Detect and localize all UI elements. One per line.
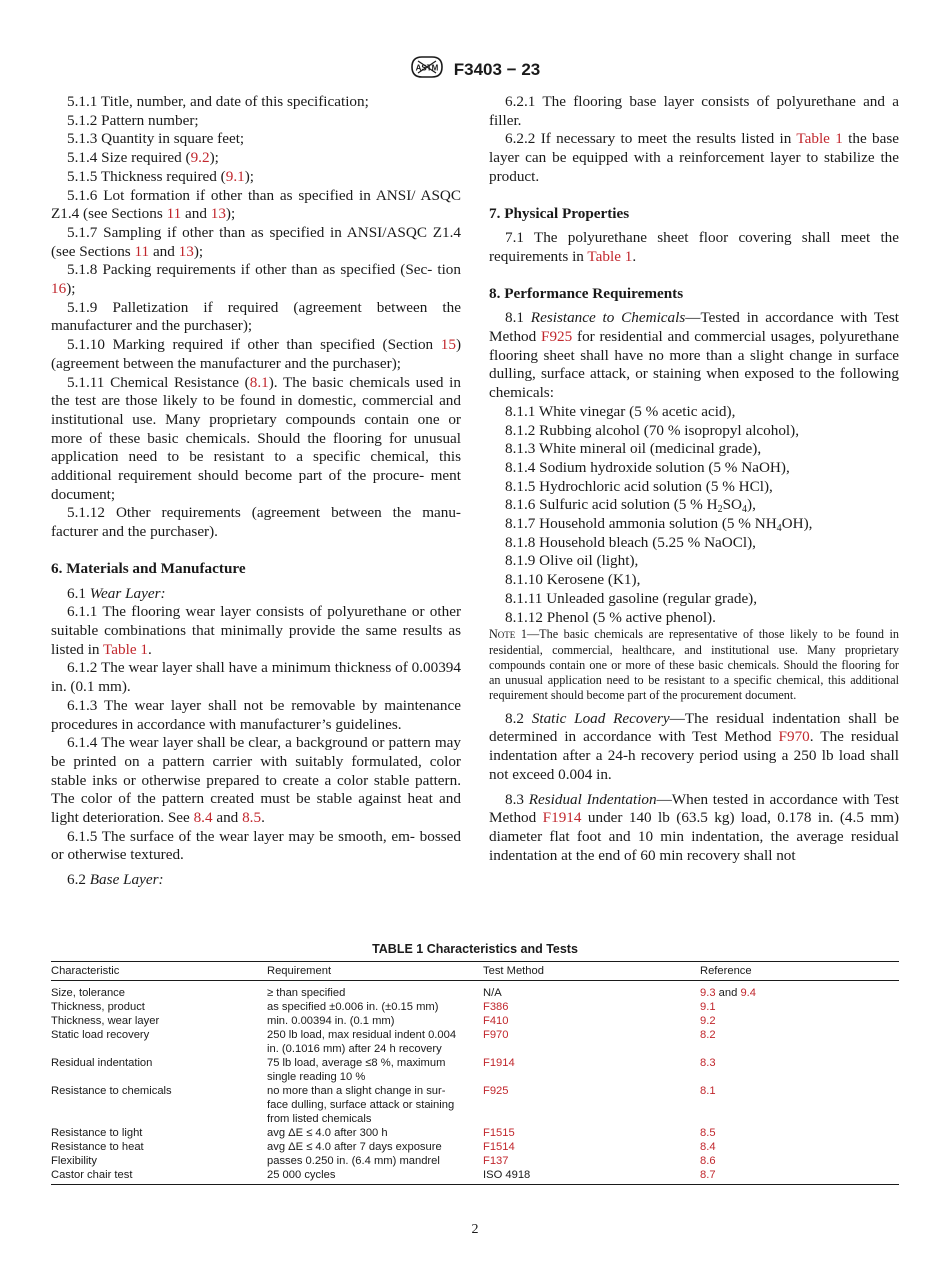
cell-requirement xyxy=(267,1056,483,1084)
clause-6-2-2: 6.2.2 If necessary to meet the results listed in Table 1 the base layer can be equipped with a reinforcement layer to stabilize the product. xyxy=(489,130,900,185)
table-row xyxy=(51,1084,899,1126)
reference-link[interactable]: 9.3 xyxy=(700,987,716,999)
xref-table-1[interactable]: Table 1 xyxy=(103,640,148,658)
characteristics-table xyxy=(51,961,899,1185)
xref-f925[interactable]: F925 xyxy=(541,328,573,346)
cell-requirement xyxy=(267,1084,483,1126)
cell-characteristic: Static load recovery xyxy=(51,1029,150,1041)
reference-link[interactable]: 8.2 xyxy=(700,1029,716,1041)
clause-8-1-2: 8.1.2 Rubbing alcohol (70 % isopropyl alcohol), xyxy=(505,421,800,439)
xref-table-1[interactable]: Table 1 xyxy=(796,130,843,148)
reference-link[interactable]: 9.2 xyxy=(700,1015,716,1027)
section-8-heading: 8. Performance Requirements xyxy=(489,284,684,302)
clause-5-1-7: 5.1.7 Sampling if other than as specified in ANSI/ASQC Z1.4 (see Sections 11 and 13); xyxy=(51,223,461,260)
reference-link[interactable]: 9.1 xyxy=(700,1001,716,1013)
requirement-line: min. 0.00394 in. (0.1 mm) xyxy=(267,1015,395,1027)
column-header: Reference xyxy=(700,962,899,981)
reference-link[interactable]: 8.1 xyxy=(700,1085,716,1097)
xref-section-15[interactable]: 15 xyxy=(440,336,456,354)
clause-8-1: 8.1 Resistance to Chemicals—Tested in accordance with Test Method F925 for residential and commercial usages, polyurethane flooring sheet shall have no more than a slight change in surface dulling, surface attack, or staining when exposed to the following chemicals: xyxy=(489,309,899,402)
requirement-line: as specified ±0.006 in. (±0.15 mm) xyxy=(267,1001,439,1013)
clause-5-1-12: 5.1.12 Other requirements (agreement between the manu- facturer and the purchaser). xyxy=(51,504,461,541)
cell-characteristic: Thickness, product xyxy=(51,1001,145,1013)
reference-link[interactable]: 9.4 xyxy=(740,987,757,999)
clause-8-3: 8.3 Residual Indentation—When tested in accordance with Test Method F1914 under 140 lb (63.5 kg) load, 0.178 in. (4.5 mm) diameter flat foot and 10 min indentation, the average residual indentation at the end of 60 min recovery shall not xyxy=(489,790,900,864)
column-header: Requirement xyxy=(267,962,483,981)
page-header xyxy=(0,55,950,84)
xref-f1914[interactable]: F1914 xyxy=(542,809,582,827)
clause-6-2: 6.2 Base Layer: xyxy=(67,871,164,889)
xref-table-1[interactable]: Table 1 xyxy=(587,247,633,265)
clause-8-1-7: 8.1.7 Household ammonia solution (5 % $NH_4OH$), xyxy=(505,515,813,535)
cell-characteristic: Resistance to light xyxy=(51,1127,143,1139)
table-row xyxy=(51,1154,899,1168)
xref-9-1[interactable]: 9.1 xyxy=(225,167,245,185)
clause-8-1-3: 8.1.3 White mineral oil (medicinal grade), xyxy=(505,440,762,458)
clause-8-1-8: 8.1.8 Household bleach (5.25 % NaOCl), xyxy=(505,533,756,551)
clause-5-1-4: 5.1.4 Size required (9.2); xyxy=(67,149,219,167)
clause-5-1-6: 5.1.6 Lot formation if other than as specified in ANSI/ ASQC Z1.4 (see Sections 11 and 13); xyxy=(51,186,461,223)
cell-test-method[interactable]: F386 xyxy=(483,1001,509,1013)
xref-section-13[interactable]: 13 xyxy=(178,242,194,260)
requirement-line: single reading 10 % xyxy=(267,1071,366,1083)
requirement-line: no more than a slight change in sur- xyxy=(267,1085,446,1097)
xref-8-1[interactable]: 8.1 xyxy=(249,373,269,391)
reference-conjunction: and xyxy=(715,987,741,999)
requirement-line: ≥ than specified xyxy=(267,987,346,999)
cell-requirement xyxy=(267,1168,483,1185)
clause-6-1-2: 6.1.2 The wear layer shall have a minimum thickness of 0.00394 in. (0.1 mm). xyxy=(51,659,461,696)
clause-5-1-9: 5.1.9 Palletization if required (agreement between the manufacturer and the purchaser); xyxy=(51,298,461,335)
cell-characteristic: Flexibility xyxy=(51,1155,98,1167)
clause-5-1-1: 5.1.1 Title, number, and date of this specification; xyxy=(67,93,369,110)
clause-8-1-5: 8.1.5 Hydrochloric acid solution (5 % HCl), xyxy=(505,477,773,495)
clause-6-1-4: 6.1.4 The wear layer shall be clear, a background or pattern may be printed on a pattern carrier with suitably formulated, color stable inks or otherwise prepared to create a color stable pattern. The color of the pattern created must be stable against heat and light deterioration. See 8.4 and 8.5. xyxy=(51,734,461,827)
table-row xyxy=(51,1168,899,1185)
section-6-heading: 6. Materials and Manufacture xyxy=(51,559,246,577)
reference-link[interactable]: 8.5 xyxy=(700,1127,716,1139)
cell-reference xyxy=(700,1168,899,1185)
cell-test-method: ISO 4918 xyxy=(483,1168,700,1185)
clause-5-1-2: 5.1.2 Pattern number; xyxy=(67,111,199,129)
clause-5-1-11: 5.1.11 Chemical Resistance (8.1). The basic chemicals used in the test are those likely to be found in domestic, commercial and institutional use. Many proprietary compounds contain one or more of these basic chemicals. Should the flooring for unusual application need to be resistant to a specific chemical, this additional requirement should become part of the procure- ment document; xyxy=(51,373,461,503)
cell-test-method: N/A xyxy=(483,987,502,999)
xref-9-2[interactable]: 9.2 xyxy=(190,149,210,167)
table-row xyxy=(51,1028,899,1056)
table-row xyxy=(51,1014,899,1028)
cell-reference xyxy=(700,1154,899,1168)
clause-5-1-10: 5.1.10 Marking required if other than specified (Section 15) (agreement between the manufacturer and the purchaser); xyxy=(51,336,461,372)
cell-requirement xyxy=(267,1154,483,1168)
xref-f970[interactable]: F970 xyxy=(778,728,810,746)
requirement-line: from listed chemicals xyxy=(267,1113,372,1125)
table-row xyxy=(51,981,899,1001)
clause-8-1-6: 8.1.6 Sulfuric acid solution (5 % $H_2SO_4$), xyxy=(505,496,756,516)
clause-5-1-3: 5.1.3 Quantity in square feet; xyxy=(67,130,245,148)
requirement-line: 75 lb load, average ≤8 %, maximum xyxy=(267,1057,446,1069)
section-7-heading: 7. Physical Properties xyxy=(489,204,630,222)
cell-test-method[interactable]: F410 xyxy=(483,1015,509,1027)
cell-reference xyxy=(700,1084,899,1126)
page-number: 2 xyxy=(471,1222,479,1237)
right-column xyxy=(489,93,899,865)
clause-6-2-1: 6.2.1 The flooring base layer consists of polyurethane and a filler. xyxy=(489,93,899,129)
requirement-line: 250 lb load, max residual indent 0.004 xyxy=(267,1029,457,1041)
cell-test-method[interactable]: F925 xyxy=(483,1085,509,1097)
clause-6-1-3: 6.1.3 The wear layer shall not be removable by maintenance procedures in accordance with manufacturer’s guidelines. xyxy=(51,696,461,733)
clause-8-2: 8.2 Static Load Recovery—The residual indentation shall be determined in accordance with Test Method F970. The residual indentation after a 24-h recovery period using a 250 lb load shall not exceed 0.004 in. xyxy=(489,709,899,783)
cell-characteristic: Thickness, wear layer xyxy=(51,1015,160,1027)
table-row xyxy=(51,1056,899,1084)
requirement-line: face dulling, surface attack or staining xyxy=(267,1099,455,1111)
cell-test-method[interactable]: F137 xyxy=(483,1155,509,1167)
cell-characteristic: Residual indentation xyxy=(51,1057,153,1069)
xref-section-11[interactable]: 11 xyxy=(134,242,150,260)
clause-5-1-8: 5.1.8 Packing requirements if other than as specified (Sec- tion 16); xyxy=(51,261,461,298)
cell-requirement xyxy=(267,1028,483,1056)
column-header: Characteristic xyxy=(51,962,267,981)
reference-link[interactable]: 8.4 xyxy=(700,1141,716,1153)
xref-8-4[interactable]: 8.4 xyxy=(193,809,213,827)
cell-reference xyxy=(700,1056,899,1084)
table-title: TABLE 1 Characteristics and Tests xyxy=(372,942,578,956)
clause-7-1: 7.1 The polyurethane sheet floor covering shall meet the requirements in Table 1. xyxy=(489,229,899,265)
cell-reference xyxy=(700,1140,899,1154)
cell-characteristic: Size, tolerance xyxy=(51,987,126,999)
clause-5-1-5: 5.1.5 Thickness required (9.1); xyxy=(67,167,254,185)
clause-8-1-9: 8.1.9 Olive oil (light), xyxy=(505,552,639,570)
cell-test-method[interactable]: F970 xyxy=(483,1029,509,1041)
requirement-line: avg ΔE ≤ 4.0 after 300 h xyxy=(267,1127,388,1139)
requirement-line: 25 000 cycles xyxy=(267,1169,336,1181)
table-row xyxy=(51,1126,899,1140)
cell-characteristic: Resistance to heat xyxy=(51,1141,144,1153)
table-row xyxy=(51,1140,899,1154)
table-row xyxy=(51,1000,899,1014)
note-1: Note 1—The basic chemicals are representative of those likely to be found in residential, commercial, healthcare, and institutional use. Many proprietary compounds contain one or more of these basic chemicals. Should the flooring for an unusual application need to be resistant to a specific chemical, this additional requirement should become part of the procurement document. xyxy=(489,627,899,703)
requirement-line: passes 0.250 in. (6.4 mm) mandrel xyxy=(267,1155,440,1167)
cell-reference xyxy=(700,1014,899,1028)
cell-reference xyxy=(700,981,899,1001)
requirement-line: in. (0.1016 mm) after 24 h recovery xyxy=(267,1043,442,1055)
xref-section-16[interactable]: 16 xyxy=(51,280,67,298)
clause-8-1-12: 8.1.12 Phenol (5 % active phenol). xyxy=(505,608,716,626)
cell-reference xyxy=(700,1126,899,1140)
cell-requirement xyxy=(267,1014,483,1028)
xref-section-13[interactable]: 13 xyxy=(210,205,226,223)
clause-6-1-5: 6.1.5 The surface of the wear layer may be smooth, em- bossed or otherwise textured. xyxy=(51,827,461,864)
clause-8-1-10: 8.1.10 Kerosene (K1), xyxy=(505,571,641,589)
cell-requirement xyxy=(267,981,483,1001)
requirement-line: avg ΔE ≤ 4.0 after 7 days exposure xyxy=(267,1141,442,1153)
cell-characteristic: Resistance to chemicals xyxy=(51,1085,172,1097)
cell-requirement xyxy=(267,1140,483,1154)
cell-test-method[interactable]: F1515 xyxy=(483,1127,515,1139)
clause-8-1-11: 8.1.11 Unleaded gasoline (regular grade), xyxy=(505,589,758,607)
column-header: Test Method xyxy=(483,962,700,981)
clause-8-1-4: 8.1.4 Sodium hydroxide solution (5 % NaOH), xyxy=(505,458,790,476)
reference-link[interactable]: 8.7 xyxy=(700,1169,716,1181)
reference-link[interactable]: 8.3 xyxy=(700,1057,716,1069)
cell-requirement xyxy=(267,1000,483,1014)
xref-8-5[interactable]: 8.5 xyxy=(242,809,262,827)
cell-test-method[interactable]: F1914 xyxy=(483,1057,515,1069)
cell-reference xyxy=(700,1000,899,1014)
reference-link[interactable]: 8.6 xyxy=(700,1155,716,1167)
xref-section-11[interactable]: 11 xyxy=(166,205,182,223)
clause-6-1-1: 6.1.1 The flooring wear layer consists of polyurethane or other suitable combinations that minimally provide the same results as listed in Table 1. xyxy=(51,603,461,658)
clause-6-1: 6.1 Wear Layer: xyxy=(67,584,166,602)
left-column xyxy=(51,93,461,890)
designation-title: F3403 − 23 xyxy=(453,59,541,79)
cell-requirement xyxy=(267,1126,483,1140)
svg-text:ASTM: ASTM xyxy=(415,63,439,73)
cell-reference xyxy=(700,1028,899,1056)
clause-8-1-1: 8.1.1 White vinegar (5 % acetic acid), xyxy=(505,402,736,420)
table-1 xyxy=(51,942,899,1185)
astm-logo-icon xyxy=(410,55,444,84)
cell-characteristic: Castor chair test xyxy=(51,1168,267,1185)
cell-test-method[interactable]: F1514 xyxy=(483,1141,515,1153)
